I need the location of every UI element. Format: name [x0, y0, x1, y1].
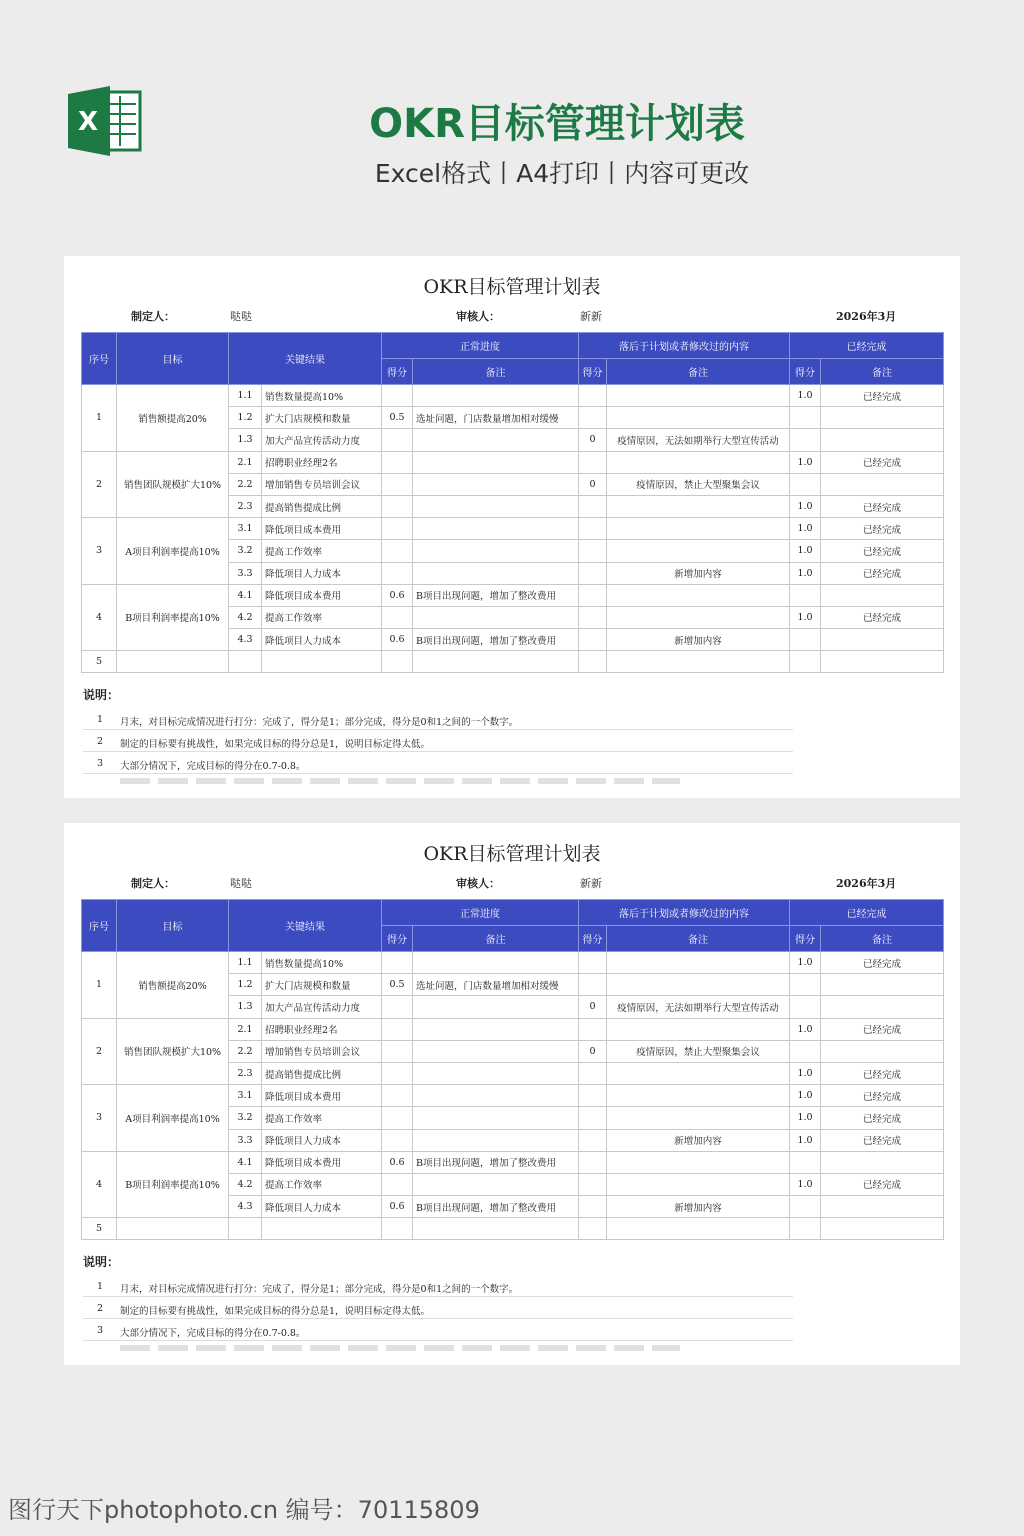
- done-remark: 已经完成: [821, 1018, 944, 1040]
- note-cutoff: [120, 778, 680, 784]
- kr-text: 招聘职业经理2名: [262, 1018, 382, 1040]
- normal-score: 0.5: [382, 974, 413, 996]
- kr-number: 4.3: [229, 629, 262, 651]
- behind-remark: [607, 952, 790, 974]
- kr-text: 降低项目成本费用: [262, 1085, 382, 1107]
- seq-cell: 3: [82, 518, 117, 585]
- behind-score: [579, 974, 607, 996]
- normal-score: [382, 1107, 413, 1129]
- done-score: 1.0: [790, 495, 821, 517]
- watermark: 图行天下photophoto.cn 编号：70115809: [8, 1496, 480, 1524]
- seq-cell: 1: [82, 385, 117, 452]
- behind-score: [579, 1085, 607, 1107]
- normal-score: [382, 518, 413, 540]
- note-item: [83, 1297, 793, 1319]
- kr-number: 2.2: [229, 473, 262, 495]
- kr-number: 3.2: [229, 1107, 262, 1129]
- done-remark: 已经完成: [821, 518, 944, 540]
- normal-remark: [413, 429, 579, 451]
- done-remark: 已经完成: [821, 495, 944, 517]
- table-row: [82, 451, 944, 473]
- behind-score: 0: [579, 473, 607, 495]
- kr-text: 提高工作效率: [262, 1107, 382, 1129]
- normal-remark: [413, 1062, 579, 1084]
- behind-score: [579, 451, 607, 473]
- note-text: 制定的目标要有挑战性，如果完成目标的得分总是1，说明目标定得太低。: [120, 1306, 431, 1317]
- col-normal-progress: 正常进度: [382, 900, 579, 926]
- done-remark: 已经完成: [821, 540, 944, 562]
- table-header-row: [82, 333, 944, 359]
- done-score: [790, 407, 821, 429]
- reviewer-value: 新新: [580, 310, 602, 323]
- done-score: 1.0: [790, 1107, 821, 1129]
- normal-remark: [413, 1085, 579, 1107]
- behind-remark: [607, 974, 790, 996]
- kr-number: 2.3: [229, 495, 262, 517]
- done-score: 1.0: [790, 518, 821, 540]
- table-row-empty: [82, 1218, 944, 1240]
- goal-cell: 销售团队规模扩大10%: [117, 1018, 229, 1085]
- done-remark: [821, 429, 944, 451]
- normal-remark: B项目出现问题，增加了整改费用: [413, 1151, 579, 1173]
- poster-header: [0, 0, 1024, 230]
- maker-label: 制定人：: [131, 877, 175, 890]
- kr-number: 2.1: [229, 1018, 262, 1040]
- behind-remark: 新增加内容: [607, 1129, 790, 1151]
- note-text: 月末，对目标完成情况进行打分：完成了，得分是1；部分完成，得分是0和1之间的一个数字。: [120, 717, 519, 728]
- kr-number: 4.1: [229, 1151, 262, 1173]
- done-remark: 已经完成: [821, 1129, 944, 1151]
- note-number: 2: [97, 1303, 104, 1314]
- col-remark: 备注: [821, 359, 944, 385]
- behind-remark: 疫情原因，无法如期举行大型宣传活动: [607, 996, 790, 1018]
- normal-remark: [413, 1040, 579, 1062]
- col-remark: 备注: [821, 926, 944, 952]
- done-remark: [821, 1040, 944, 1062]
- kr-number: 3.2: [229, 540, 262, 562]
- sheet-meta: [64, 865, 960, 899]
- kr-number: 3.3: [229, 1129, 262, 1151]
- sheet-title: OKR目标管理计划表: [423, 843, 601, 865]
- col-behind-plan: 落后于计划或者修改过的内容: [579, 900, 790, 926]
- maker-value: 哒哒: [230, 877, 252, 890]
- kr-text: 提高销售提成比例: [262, 1062, 382, 1084]
- col-completed: 已经完成: [790, 900, 944, 926]
- done-remark: 已经完成: [821, 952, 944, 974]
- goal-cell: A项目利润率提高10%: [117, 518, 229, 585]
- normal-remark: B项目出现问题，增加了整改费用: [413, 1196, 579, 1218]
- note-item: [83, 752, 793, 774]
- table-header-row: [82, 900, 944, 926]
- behind-score: [579, 629, 607, 651]
- normal-remark: [413, 540, 579, 562]
- seq-cell: 4: [82, 584, 117, 651]
- behind-score: [579, 1129, 607, 1151]
- note-text: 大部分情况下，完成目标的得分在0.7-0.8。: [120, 1328, 306, 1339]
- kr-number: 4.2: [229, 1173, 262, 1195]
- date-value: 2026年3月: [836, 310, 897, 323]
- behind-remark: [607, 606, 790, 628]
- note-number: 1: [97, 1281, 104, 1292]
- normal-score: 0.6: [382, 1196, 413, 1218]
- done-score: [790, 996, 821, 1018]
- behind-score: [579, 495, 607, 517]
- normal-score: [382, 385, 413, 407]
- behind-remark: [607, 1018, 790, 1040]
- done-score: 1.0: [790, 562, 821, 584]
- kr-text: 扩大门店规模和数量: [262, 407, 382, 429]
- done-remark: 已经完成: [821, 1085, 944, 1107]
- behind-remark: [607, 1085, 790, 1107]
- behind-score: [579, 1018, 607, 1040]
- table-row-empty: [82, 651, 944, 673]
- note-text: 制定的目标要有挑战性，如果完成目标的得分总是1，说明目标定得太低。: [120, 739, 431, 750]
- kr-text: 降低项目成本费用: [262, 584, 382, 606]
- behind-remark: [607, 451, 790, 473]
- normal-remark: [413, 562, 579, 584]
- kr-number: 2.1: [229, 451, 262, 473]
- goal-cell: B项目利润率提高10%: [117, 584, 229, 651]
- done-score: [790, 584, 821, 606]
- behind-score: 0: [579, 1040, 607, 1062]
- done-score: 1.0: [790, 1129, 821, 1151]
- col-seq: 序号: [82, 333, 117, 385]
- normal-remark: 选址问题，门店数量增加相对缓慢: [413, 974, 579, 996]
- behind-remark: [607, 1151, 790, 1173]
- note-number: 3: [97, 1325, 104, 1336]
- done-remark: 已经完成: [821, 1173, 944, 1195]
- okr-sheet-1: [64, 256, 960, 798]
- seq-cell: 1: [82, 952, 117, 1019]
- kr-number: 2.2: [229, 1040, 262, 1062]
- col-behind-plan: 落后于计划或者修改过的内容: [579, 333, 790, 359]
- normal-remark: [413, 1107, 579, 1129]
- normal-score: [382, 952, 413, 974]
- normal-score: 0.5: [382, 407, 413, 429]
- done-score: [790, 473, 821, 495]
- seq-cell: 5: [82, 651, 117, 673]
- normal-remark: [413, 996, 579, 1018]
- behind-score: [579, 606, 607, 628]
- col-remark: 备注: [413, 926, 579, 952]
- done-score: 1.0: [790, 1062, 821, 1084]
- behind-remark: 新增加内容: [607, 562, 790, 584]
- behind-score: [579, 1151, 607, 1173]
- reviewer-label: 审核人：: [456, 310, 500, 323]
- kr-number: 3.1: [229, 518, 262, 540]
- done-score: 1.0: [790, 385, 821, 407]
- kr-text: 提高工作效率: [262, 1173, 382, 1195]
- kr-text: 招聘职业经理2名: [262, 451, 382, 473]
- table-row: [82, 1085, 944, 1107]
- kr-text: 扩大门店规模和数量: [262, 974, 382, 996]
- kr-text: 降低项目成本费用: [262, 1151, 382, 1173]
- date-value: 2026年3月: [836, 877, 897, 890]
- goal-cell: 销售额提高20%: [117, 952, 229, 1019]
- behind-score: [579, 952, 607, 974]
- kr-number: 3.1: [229, 1085, 262, 1107]
- done-remark: [821, 1196, 944, 1218]
- done-remark: 已经完成: [821, 1062, 944, 1084]
- normal-score: [382, 1129, 413, 1151]
- behind-remark: 新增加内容: [607, 1196, 790, 1218]
- done-score: [790, 1040, 821, 1062]
- maker-label: 制定人：: [131, 310, 175, 323]
- done-remark: 已经完成: [821, 606, 944, 628]
- kr-text: 降低项目人力成本: [262, 562, 382, 584]
- kr-number: 1.1: [229, 385, 262, 407]
- col-score: 得分: [579, 926, 607, 952]
- note-item: [83, 1275, 793, 1297]
- normal-remark: [413, 518, 579, 540]
- done-remark: 已经完成: [821, 1107, 944, 1129]
- normal-remark: B项目出现问题，增加了整改费用: [413, 584, 579, 606]
- normal-score: [382, 1040, 413, 1062]
- note-item: [83, 708, 793, 730]
- notes-section: [83, 1253, 793, 1351]
- done-score: [790, 1151, 821, 1173]
- sheet-meta: [64, 298, 960, 332]
- col-goal: 目标: [117, 333, 229, 385]
- note-cutoff: [120, 1345, 680, 1351]
- normal-score: [382, 606, 413, 628]
- done-remark: [821, 629, 944, 651]
- done-score: 1.0: [790, 606, 821, 628]
- done-remark: [821, 1151, 944, 1173]
- kr-text: 增加销售专员培训会议: [262, 1040, 382, 1062]
- normal-remark: [413, 451, 579, 473]
- normal-remark: [413, 1018, 579, 1040]
- col-score: 得分: [790, 359, 821, 385]
- done-score: [790, 1196, 821, 1218]
- notes-title: 说明：: [83, 1255, 120, 1269]
- behind-score: [579, 518, 607, 540]
- normal-score: [382, 1062, 413, 1084]
- note-number: 2: [97, 736, 104, 747]
- sheet-title: OKR目标管理计划表: [423, 276, 601, 298]
- col-score: 得分: [382, 359, 413, 385]
- note-item: [83, 730, 793, 752]
- kr-number: 3.3: [229, 562, 262, 584]
- goal-cell: A项目利润率提高10%: [117, 1085, 229, 1152]
- behind-remark: [607, 495, 790, 517]
- behind-score: [579, 1107, 607, 1129]
- table-row: [82, 385, 944, 407]
- done-remark: 已经完成: [821, 562, 944, 584]
- done-remark: [821, 996, 944, 1018]
- kr-text: 提高工作效率: [262, 606, 382, 628]
- normal-score: 0.6: [382, 629, 413, 651]
- kr-number: 1.2: [229, 974, 262, 996]
- reviewer-label: 审核人：: [456, 877, 500, 890]
- behind-score: [579, 407, 607, 429]
- seq-cell: 2: [82, 1018, 117, 1085]
- normal-score: [382, 495, 413, 517]
- notes-title: 说明：: [83, 688, 120, 702]
- normal-score: [382, 473, 413, 495]
- normal-remark: 选址问题，门店数量增加相对缓慢: [413, 407, 579, 429]
- done-score: 1.0: [790, 1173, 821, 1195]
- goal-cell: B项目利润率提高10%: [117, 1151, 229, 1218]
- note-text: 月末，对目标完成情况进行打分：完成了，得分是1；部分完成，得分是0和1之间的一个数字。: [120, 1284, 519, 1295]
- okr-table: [81, 899, 944, 1240]
- done-score: [790, 974, 821, 996]
- maker-value: 哒哒: [230, 310, 252, 323]
- col-remark: 备注: [413, 359, 579, 385]
- col-key-results: 关键结果: [229, 900, 382, 952]
- behind-remark: [607, 407, 790, 429]
- done-score: [790, 629, 821, 651]
- normal-remark: [413, 473, 579, 495]
- page-title: OKR目标管理计划表: [369, 101, 745, 147]
- seq-cell: 3: [82, 1085, 117, 1152]
- kr-number: 4.2: [229, 606, 262, 628]
- col-key-results: 关键结果: [229, 333, 382, 385]
- note-text: 大部分情况下，完成目标的得分在0.7-0.8。: [120, 761, 306, 772]
- behind-remark: [607, 385, 790, 407]
- normal-score: [382, 1173, 413, 1195]
- table-row: [82, 584, 944, 606]
- kr-text: 销售数量提高10%: [262, 385, 382, 407]
- table-row: [82, 1151, 944, 1173]
- done-score: [790, 429, 821, 451]
- behind-score: [579, 540, 607, 562]
- reviewer-value: 新新: [580, 877, 602, 890]
- seq-cell: 2: [82, 451, 117, 518]
- kr-text: 提高销售提成比例: [262, 495, 382, 517]
- table-row: [82, 1018, 944, 1040]
- behind-score: 0: [579, 429, 607, 451]
- normal-remark: [413, 495, 579, 517]
- col-score: 得分: [382, 926, 413, 952]
- normal-score: 0.6: [382, 584, 413, 606]
- normal-score: [382, 1018, 413, 1040]
- done-score: 1.0: [790, 540, 821, 562]
- kr-number: 1.3: [229, 996, 262, 1018]
- normal-remark: [413, 952, 579, 974]
- normal-score: [382, 562, 413, 584]
- table-row: [82, 952, 944, 974]
- normal-remark: B项目出现问题，增加了整改费用: [413, 629, 579, 651]
- normal-score: [382, 429, 413, 451]
- kr-text: 降低项目人力成本: [262, 629, 382, 651]
- behind-remark: 疫情原因，禁止大型聚集会议: [607, 473, 790, 495]
- done-score: 1.0: [790, 451, 821, 473]
- table-row: [82, 518, 944, 540]
- done-remark: 已经完成: [821, 385, 944, 407]
- col-score: 得分: [579, 359, 607, 385]
- kr-number: 1.1: [229, 952, 262, 974]
- normal-score: [382, 1085, 413, 1107]
- col-normal-progress: 正常进度: [382, 333, 579, 359]
- col-completed: 已经完成: [790, 333, 944, 359]
- kr-text: 加大产品宣传活动力度: [262, 429, 382, 451]
- note-item: [83, 1319, 793, 1341]
- kr-number: 1.2: [229, 407, 262, 429]
- behind-score: [579, 1196, 607, 1218]
- kr-text: 增加销售专员培训会议: [262, 473, 382, 495]
- note-number: 3: [97, 758, 104, 769]
- behind-remark: [607, 518, 790, 540]
- kr-text: 降低项目人力成本: [262, 1129, 382, 1151]
- normal-score: [382, 451, 413, 473]
- done-score: 1.0: [790, 952, 821, 974]
- note-number: 1: [97, 714, 104, 725]
- behind-remark: [607, 584, 790, 606]
- kr-text: 销售数量提高10%: [262, 952, 382, 974]
- normal-remark: [413, 385, 579, 407]
- behind-remark: 疫情原因，无法如期举行大型宣传活动: [607, 429, 790, 451]
- col-score: 得分: [790, 926, 821, 952]
- behind-score: [579, 1173, 607, 1195]
- done-remark: [821, 584, 944, 606]
- kr-number: 4.3: [229, 1196, 262, 1218]
- kr-text: 降低项目成本费用: [262, 518, 382, 540]
- behind-remark: [607, 1062, 790, 1084]
- col-remark: 备注: [607, 926, 790, 952]
- goal-cell: 销售团队规模扩大10%: [117, 451, 229, 518]
- normal-score: [382, 996, 413, 1018]
- seq-cell: 4: [82, 1151, 117, 1218]
- okr-sheet-2: [64, 823, 960, 1365]
- kr-text: 加大产品宣传活动力度: [262, 996, 382, 1018]
- done-score: 1.0: [790, 1018, 821, 1040]
- normal-remark: [413, 606, 579, 628]
- behind-score: 0: [579, 996, 607, 1018]
- done-remark: [821, 407, 944, 429]
- kr-text: 提高工作效率: [262, 540, 382, 562]
- done-remark: 已经完成: [821, 451, 944, 473]
- normal-remark: [413, 1129, 579, 1151]
- behind-remark: [607, 540, 790, 562]
- col-seq: 序号: [82, 900, 117, 952]
- okr-table: [81, 332, 944, 673]
- col-goal: 目标: [117, 900, 229, 952]
- kr-text: 降低项目人力成本: [262, 1196, 382, 1218]
- behind-remark: 疫情原因，禁止大型聚集会议: [607, 1040, 790, 1062]
- behind-remark: [607, 1107, 790, 1129]
- normal-remark: [413, 1173, 579, 1195]
- normal-score: 0.6: [382, 1151, 413, 1173]
- page-subtitle: Excel格式丨A4打印丨内容可更改: [374, 159, 750, 188]
- kr-number: 2.3: [229, 1062, 262, 1084]
- behind-score: [579, 1062, 607, 1084]
- seq-cell: 5: [82, 1218, 117, 1240]
- goal-cell: 销售额提高20%: [117, 385, 229, 452]
- behind-score: [579, 584, 607, 606]
- behind-score: [579, 385, 607, 407]
- behind-remark: [607, 1173, 790, 1195]
- done-remark: [821, 473, 944, 495]
- done-remark: [821, 974, 944, 996]
- notes-section: [83, 686, 793, 784]
- logo-letter: X: [78, 107, 99, 137]
- kr-number: 1.3: [229, 429, 262, 451]
- behind-score: [579, 562, 607, 584]
- normal-score: [382, 540, 413, 562]
- behind-remark: 新增加内容: [607, 629, 790, 651]
- kr-number: 4.1: [229, 584, 262, 606]
- done-score: 1.0: [790, 1085, 821, 1107]
- col-remark: 备注: [607, 359, 790, 385]
